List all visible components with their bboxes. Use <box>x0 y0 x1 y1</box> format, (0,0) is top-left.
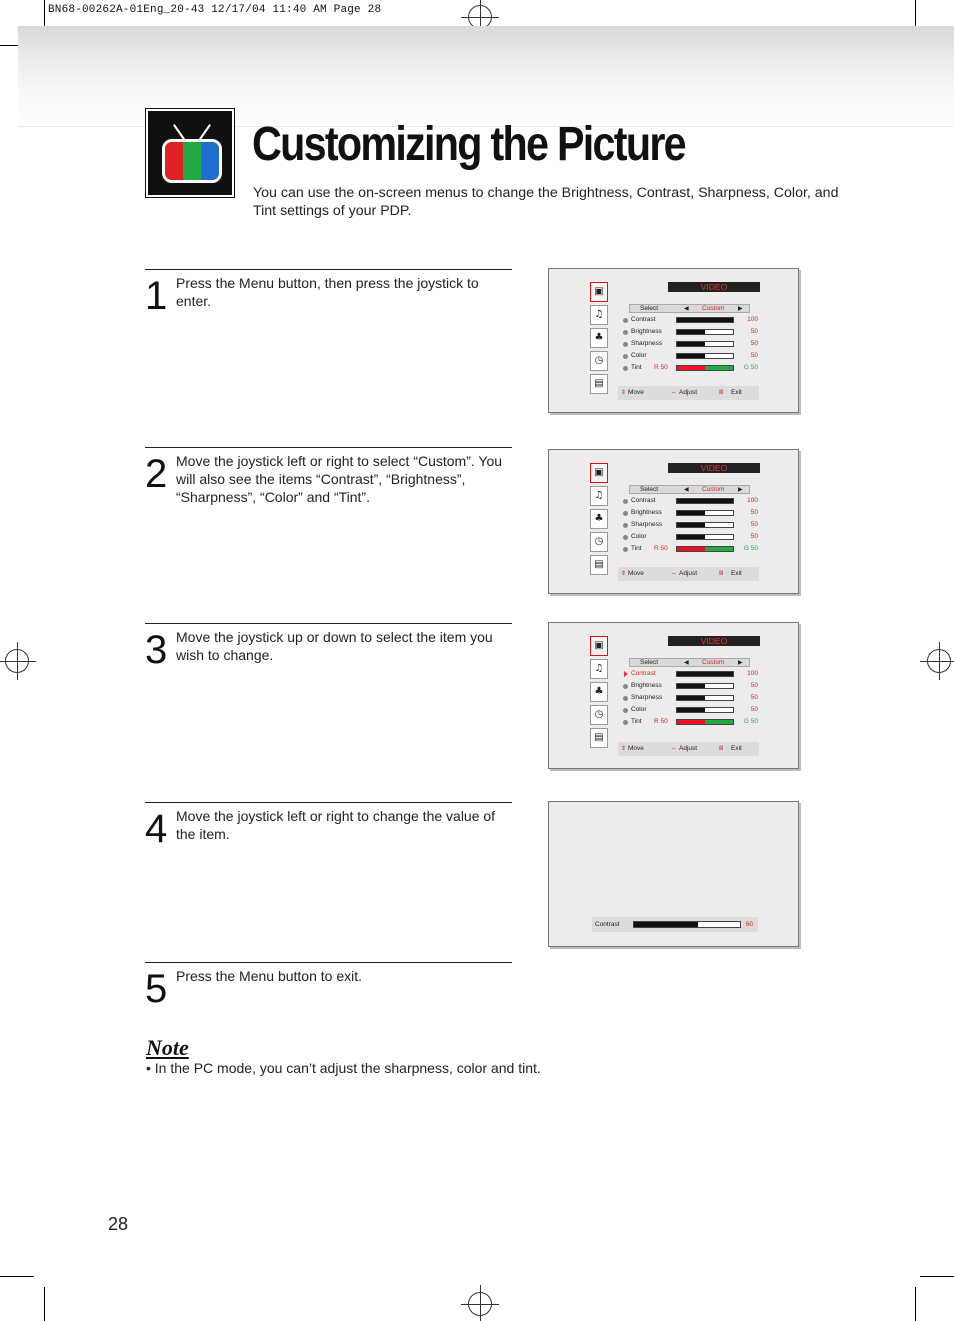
timer-icon[interactable]: ◷ <box>590 532 608 552</box>
sound-icon[interactable]: ♫ <box>590 659 608 679</box>
left-arrow-icon: ◀ <box>684 487 689 493</box>
bullet-icon <box>623 708 628 713</box>
item-value: 100 <box>747 670 758 677</box>
right-arrow-icon: ▶ <box>738 306 743 312</box>
select-value: Custom <box>702 305 725 312</box>
adjust-level-fill <box>634 922 698 927</box>
osd-item-list <box>623 495 758 555</box>
item-label: Color <box>631 706 647 713</box>
tint-bar <box>676 719 734 725</box>
item-label: Tint <box>631 364 642 371</box>
intro-text: You can use the on-screen menus to change the Brightness, Contrast, Sharpness, Color, and Tint settings of your PDP. <box>253 185 839 219</box>
right-arrow-icon: ▶ <box>738 487 743 493</box>
adjust-icon: ⇔ <box>671 746 677 752</box>
level-bar <box>676 498 734 504</box>
osd-select-row[interactable] <box>629 658 750 667</box>
tint-red-value: R 50 <box>654 718 668 725</box>
picture-icon[interactable]: ▣ <box>590 636 608 656</box>
item-label: Contrast <box>631 497 656 504</box>
crop-mark <box>915 1287 916 1321</box>
osd-item-contrast[interactable] <box>623 668 758 680</box>
item-label: Color <box>631 533 647 540</box>
item-label: Sharpness <box>631 340 663 347</box>
osd-item-brightness[interactable] <box>623 326 758 338</box>
page-number: 28 <box>108 1214 129 1234</box>
adjust-label: Adjust <box>679 570 698 577</box>
timer-icon[interactable]: ◷ <box>590 705 608 725</box>
tint-green-value: G 50 <box>743 718 758 725</box>
tint-bar <box>676 546 734 552</box>
osd-menu-icons <box>590 282 609 397</box>
level-fill <box>677 318 733 322</box>
bullet-icon <box>623 720 628 725</box>
item-label: Brightness <box>631 509 662 516</box>
item-label: Brightness <box>631 328 662 335</box>
osd-item-tint[interactable] <box>623 716 758 728</box>
item-label: Tint <box>631 718 642 725</box>
osd-item-color[interactable] <box>623 531 758 543</box>
adjust-icon: ⇔ <box>671 571 677 577</box>
note-text: • In the PC mode, you can’t adjust the sharpness, color and tint. <box>146 1060 541 1076</box>
exit-icon: Ⅲ <box>719 746 724 752</box>
crop-mark <box>920 1276 954 1277</box>
bullet-icon <box>623 696 628 701</box>
item-value: 100 <box>747 316 758 323</box>
picture-icon[interactable]: ▣ <box>590 463 608 483</box>
registration-mark <box>5 649 29 673</box>
step-3 <box>145 623 512 672</box>
level-fill <box>677 342 705 346</box>
level-fill <box>677 708 705 712</box>
page-title: Customizing the Picture <box>252 118 685 171</box>
sound-icon[interactable]: ♫ <box>590 486 608 506</box>
step-number: 3 <box>145 628 168 672</box>
item-value: 50 <box>750 328 758 335</box>
bullet-icon <box>623 366 628 371</box>
sound-icon[interactable]: ♫ <box>590 305 608 325</box>
move-icon: ⇕ <box>621 571 627 577</box>
channel-icon[interactable]: ♣ <box>590 509 608 529</box>
bullet-icon <box>623 330 628 335</box>
osd-title: VIDEO <box>668 282 760 292</box>
left-arrow-icon: ◀ <box>684 306 689 312</box>
bullet-icon <box>623 523 628 528</box>
item-label: Brightness <box>631 682 662 689</box>
osd-footer <box>618 386 759 400</box>
osd-item-contrast[interactable] <box>623 495 758 507</box>
osd-item-list <box>623 314 758 374</box>
level-bar <box>676 695 734 701</box>
osd-title: VIDEO <box>668 463 760 473</box>
osd-item-color[interactable] <box>623 350 758 362</box>
item-value: 50 <box>750 352 758 359</box>
bullet-icon <box>623 511 628 516</box>
level-bar <box>676 329 734 335</box>
osd-title: VIDEO <box>668 636 760 646</box>
level-fill <box>677 511 705 515</box>
select-label: Select <box>640 305 659 312</box>
exit-icon: Ⅲ <box>719 390 724 396</box>
bullet-icon <box>623 535 628 540</box>
adjust-icon: ⇔ <box>671 390 677 396</box>
level-fill <box>677 354 705 358</box>
move-label: Move <box>628 745 644 752</box>
adjust-value: 60 <box>745 921 753 928</box>
exit-icon: Ⅲ <box>719 571 724 577</box>
osd-item-tint[interactable] <box>623 362 758 374</box>
print-header: BN68-00262A-01Eng_20-43 12/17/04 11:40 AM Page 28 <box>48 4 382 16</box>
step-2 <box>145 447 512 505</box>
crop-mark <box>44 1287 45 1321</box>
osd-item-brightness[interactable] <box>623 507 758 519</box>
registration-mark <box>927 649 951 673</box>
channel-icon[interactable]: ♣ <box>590 328 608 348</box>
item-value: 100 <box>747 497 758 504</box>
select-label: Select <box>640 486 659 493</box>
setup-icon[interactable]: ▤ <box>590 728 608 748</box>
item-value: 50 <box>750 521 758 528</box>
level-bar <box>676 683 734 689</box>
bullet-icon <box>623 354 628 359</box>
osd-screen-2 <box>548 449 799 594</box>
bullet-icon <box>623 684 628 689</box>
step-text: Move the joystick left or right to change the value of the item. <box>176 808 496 842</box>
bullet-icon <box>623 318 628 323</box>
step-text: Press the Menu button to exit. <box>176 968 362 984</box>
bullet-icon <box>623 342 628 347</box>
item-value: 50 <box>750 340 758 347</box>
tint-bar <box>676 365 734 371</box>
item-value: 50 <box>750 509 758 516</box>
bullet-icon <box>623 499 628 504</box>
item-value: 50 <box>750 706 758 713</box>
osd-item-sharpness[interactable] <box>623 338 758 350</box>
adjust-level-bar <box>633 921 741 928</box>
step-number: 2 <box>145 452 168 496</box>
step-1 <box>145 269 512 318</box>
osd-item-brightness[interactable] <box>623 680 758 692</box>
level-bar <box>676 522 734 528</box>
select-value: Custom <box>702 659 725 666</box>
osd-footer <box>618 567 759 581</box>
tint-red-value: R 50 <box>654 364 668 371</box>
level-fill <box>677 523 705 527</box>
item-label: Contrast <box>631 670 656 677</box>
level-fill <box>677 330 705 334</box>
osd-footer <box>618 742 759 756</box>
level-bar <box>676 353 734 359</box>
timer-icon[interactable]: ◷ <box>590 351 608 371</box>
osd-select-row[interactable] <box>629 304 750 313</box>
level-bar <box>676 707 734 713</box>
osd-item-sharpness[interactable] <box>623 692 758 704</box>
tv-icon <box>146 109 234 197</box>
setup-icon[interactable]: ▤ <box>590 374 608 394</box>
level-fill <box>677 535 705 539</box>
move-label: Move <box>628 570 644 577</box>
osd-item-tint[interactable] <box>623 543 758 555</box>
item-label: Sharpness <box>631 694 663 701</box>
level-bar <box>676 510 734 516</box>
item-label: Tint <box>631 545 642 552</box>
osd-menu-icons <box>590 463 609 578</box>
step-number: 5 <box>145 967 168 1011</box>
note-heading: Note <box>146 1035 189 1060</box>
step-text: Press the Menu button, then press the joystick to enter. <box>176 275 479 309</box>
level-bar <box>676 534 734 540</box>
setup-icon[interactable]: ▤ <box>590 555 608 575</box>
channel-icon[interactable]: ♣ <box>590 682 608 702</box>
level-bar <box>676 317 734 323</box>
adjust-label: Contrast <box>595 921 620 928</box>
step-number: 4 <box>145 807 168 851</box>
crop-mark <box>0 1276 34 1277</box>
adjust-label: Adjust <box>679 389 698 396</box>
picture-icon[interactable]: ▣ <box>590 282 608 302</box>
item-label: Contrast <box>631 316 656 323</box>
osd-menu-icons <box>590 636 609 751</box>
bullet-icon <box>624 671 628 677</box>
item-value: 50 <box>750 682 758 689</box>
exit-label: Exit <box>731 745 742 752</box>
osd-screen-1 <box>548 268 799 413</box>
left-arrow-icon: ◀ <box>684 660 689 666</box>
level-fill <box>677 696 705 700</box>
osd-item-color[interactable] <box>623 704 758 716</box>
step-number: 1 <box>145 274 168 318</box>
osd-item-sharpness[interactable] <box>623 519 758 531</box>
level-fill <box>677 684 705 688</box>
adjust-label: Adjust <box>679 745 698 752</box>
registration-mark <box>468 1292 492 1316</box>
contrast-adjust-bar <box>592 917 758 932</box>
osd-item-list <box>623 668 758 728</box>
level-bar <box>676 671 734 677</box>
osd-select-row[interactable] <box>629 485 750 494</box>
item-label: Sharpness <box>631 521 663 528</box>
exit-label: Exit <box>731 570 742 577</box>
tint-green-value: G 50 <box>743 364 758 371</box>
osd-item-contrast[interactable] <box>623 314 758 326</box>
level-fill <box>677 672 733 676</box>
item-value: 50 <box>750 694 758 701</box>
select-label: Select <box>640 659 659 666</box>
item-label: Color <box>631 352 647 359</box>
item-value: 50 <box>750 533 758 540</box>
exit-label: Exit <box>731 389 742 396</box>
level-bar <box>676 341 734 347</box>
bullet-icon <box>623 547 628 552</box>
level-fill <box>677 499 733 503</box>
move-icon: ⇕ <box>621 746 627 752</box>
step-5 <box>145 962 512 1011</box>
osd-screen-3 <box>548 622 799 769</box>
move-icon: ⇕ <box>621 390 627 396</box>
step-4 <box>145 802 512 851</box>
tint-green-value: G 50 <box>743 545 758 552</box>
tint-red-value: R 50 <box>654 545 668 552</box>
move-label: Move <box>628 389 644 396</box>
step-text: Move the joystick left or right to select “Custom”. You will also see the items “Contrast”, “Brightness”, “Sharpness”, “Color” and “Tint”. <box>176 453 503 505</box>
right-arrow-icon: ▶ <box>738 660 743 666</box>
select-value: Custom <box>702 486 725 493</box>
osd-screen-4 <box>548 801 799 947</box>
step-text: Move the joystick up or down to select the item you wish to change. <box>176 629 493 663</box>
